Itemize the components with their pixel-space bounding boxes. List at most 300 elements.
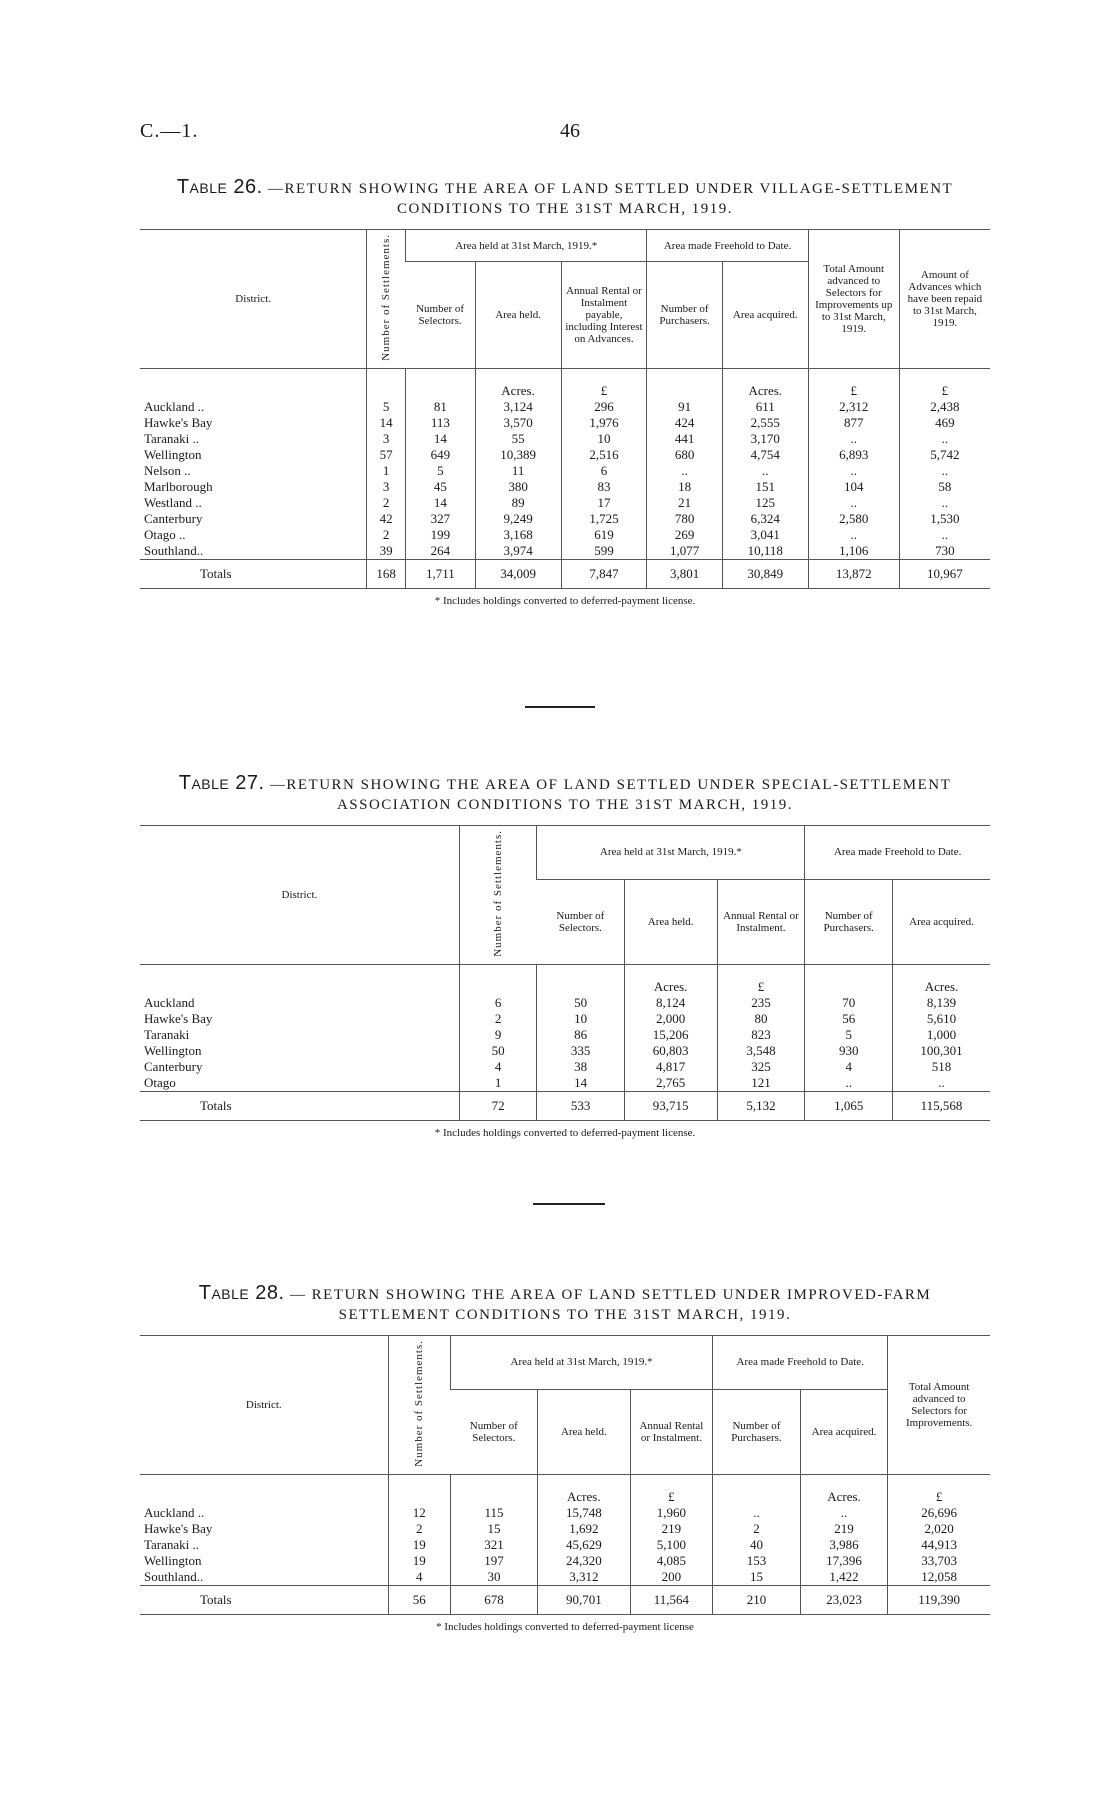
table-cell: 56 xyxy=(805,1011,893,1027)
table-cell: 18 xyxy=(647,479,722,495)
table-row xyxy=(140,1075,990,1092)
table-cell: 55 xyxy=(475,431,561,447)
table-cell: 10 xyxy=(561,431,647,447)
table-cell: .. xyxy=(899,527,990,543)
col-settlements: Number of Settlements. xyxy=(459,826,537,965)
table-cell: 33,703 xyxy=(888,1553,990,1569)
table-cell: Auckland .. xyxy=(144,398,205,414)
table-cell: 269 xyxy=(647,527,722,543)
table-cell: 19 xyxy=(388,1553,450,1569)
table-cell: 90,701 xyxy=(538,1585,631,1614)
units-row xyxy=(140,1474,990,1505)
table-cell: 15,748 xyxy=(538,1505,631,1521)
table-cell: 45,629 xyxy=(538,1537,631,1553)
table-cell: Canterbury xyxy=(144,510,203,526)
table-cell: 730 xyxy=(899,543,990,560)
col-purchasers: Number of Purchasers. xyxy=(805,879,893,964)
table-cell: 780 xyxy=(647,511,722,527)
table-cell: 17 xyxy=(561,495,647,511)
table-cell: 100,301 xyxy=(893,1043,990,1059)
table-cell: Canterbury xyxy=(144,1058,203,1074)
table-cell xyxy=(805,964,893,995)
table-cell: Acres. xyxy=(475,368,561,399)
col-group-area-held: Area held at 31st March, 1919.* xyxy=(537,826,805,880)
table-cell: Otago .. xyxy=(144,526,186,542)
table-cell: Totals xyxy=(140,559,367,588)
table-cell: 2,020 xyxy=(888,1521,990,1537)
table-27-block xyxy=(140,773,990,1139)
table-cell xyxy=(406,368,476,399)
col-district: District. xyxy=(140,1336,388,1475)
table-cell: 12,058 xyxy=(888,1569,990,1586)
table-cell: 115 xyxy=(450,1505,537,1521)
table-row xyxy=(140,479,990,495)
table-cell: 1,106 xyxy=(808,543,899,560)
table-cell: 4 xyxy=(388,1569,450,1586)
col-settlements: Number of Settlements. xyxy=(388,1336,450,1475)
col-acquired: Area acquired. xyxy=(800,1389,888,1474)
table-cell: £ xyxy=(630,1474,713,1505)
table-cell: 10 xyxy=(537,1011,624,1027)
table-row xyxy=(140,1505,990,1521)
table-row xyxy=(140,1521,990,1537)
table-cell: 14 xyxy=(406,431,476,447)
table-cell: 45 xyxy=(406,479,476,495)
col-rental: Annual Rental or Instalment payable, including Interest on Advances. xyxy=(561,262,647,368)
table-cell: 5,100 xyxy=(630,1537,713,1553)
table-cell: £ xyxy=(717,964,805,995)
table-cell: 599 xyxy=(561,543,647,560)
col-advanced: Total Amount advanced to Selectors for Improvements. xyxy=(888,1336,990,1475)
table-cell: .. xyxy=(808,527,899,543)
table-26 xyxy=(140,229,990,589)
table-cell: Auckland .. xyxy=(144,1504,205,1520)
table-cell: 38 xyxy=(537,1059,624,1075)
table-cell: 2,580 xyxy=(808,511,899,527)
table-cell: Otago xyxy=(144,1074,176,1090)
section-divider xyxy=(533,1203,605,1205)
table-cell: 5,742 xyxy=(899,447,990,463)
table-cell: 3,986 xyxy=(800,1537,888,1553)
table-cell: Hawke's Bay xyxy=(144,1520,213,1536)
table-cell: 19 xyxy=(388,1537,450,1553)
table-cell: 168 xyxy=(367,559,406,588)
table-cell: Hawke's Bay xyxy=(144,1010,213,1026)
table-cell: 2 xyxy=(459,1011,537,1027)
table-cell: Totals xyxy=(140,1585,388,1614)
table-row xyxy=(140,431,990,447)
table-cell: 40 xyxy=(713,1537,801,1553)
table-28-title xyxy=(140,1283,990,1325)
table-cell: 42 xyxy=(367,511,406,527)
table-row xyxy=(140,1043,990,1059)
table-cell: 4,754 xyxy=(722,447,808,463)
table-cell xyxy=(388,1474,450,1505)
table-cell: 1 xyxy=(459,1075,537,1092)
table-cell: 335 xyxy=(537,1043,624,1059)
table-cell: 10,118 xyxy=(722,543,808,560)
table-cell: 6 xyxy=(459,995,537,1011)
table-26-name: Table 26. xyxy=(176,176,263,198)
table-cell: .. xyxy=(893,1075,990,1092)
table-cell: 3,124 xyxy=(475,399,561,415)
table-cell: 1,422 xyxy=(800,1569,888,1586)
table-cell: Acres. xyxy=(893,964,990,995)
table-cell: Wellington xyxy=(144,1042,202,1058)
col-purchasers: Number of Purchasers. xyxy=(713,1389,801,1474)
table-row xyxy=(140,463,990,479)
table-cell: 14 xyxy=(406,495,476,511)
table-row xyxy=(140,543,990,560)
table-cell xyxy=(140,1474,388,1505)
table-cell: 327 xyxy=(406,511,476,527)
table-row xyxy=(140,995,990,1011)
table-cell: Acres. xyxy=(800,1474,888,1505)
table-cell: 1,077 xyxy=(647,543,722,560)
table-cell: 619 xyxy=(561,527,647,543)
table-cell: 533 xyxy=(537,1091,624,1120)
table-cell: 14 xyxy=(537,1075,624,1092)
table-cell: 83 xyxy=(561,479,647,495)
table-cell: Nelson .. xyxy=(144,462,191,478)
table-cell: 34,009 xyxy=(475,559,561,588)
page-header xyxy=(140,120,1010,150)
table-cell: 17,396 xyxy=(800,1553,888,1569)
table-cell: Wellington xyxy=(144,446,202,462)
table-cell: 321 xyxy=(450,1537,537,1553)
table-cell: .. xyxy=(808,463,899,479)
table-cell: 649 xyxy=(406,447,476,463)
table-cell: Totals xyxy=(140,1091,459,1120)
table-cell: 44,913 xyxy=(888,1537,990,1553)
table-cell: 2 xyxy=(388,1521,450,1537)
table-cell: 30 xyxy=(450,1569,537,1586)
col-group-freehold: Area made Freehold to Date. xyxy=(647,230,808,262)
col-group-area-held: Area held at 31st March, 1919.* xyxy=(450,1336,712,1390)
table-28-footnote: * Includes holdings converted to deferred-payment license xyxy=(436,1620,694,1633)
table-28 xyxy=(140,1335,990,1615)
table-cell: 611 xyxy=(722,399,808,415)
col-settlements: Number of Settlements. xyxy=(367,230,406,369)
table-cell: 39 xyxy=(367,543,406,560)
table-cell: 2,765 xyxy=(624,1075,717,1092)
table-cell: 469 xyxy=(899,415,990,431)
table-cell: 7,847 xyxy=(561,559,647,588)
table-cell: 50 xyxy=(537,995,624,1011)
table-cell: 3,041 xyxy=(722,527,808,543)
table-cell: 91 xyxy=(647,399,722,415)
totals-row xyxy=(140,1091,990,1120)
table-cell: £ xyxy=(888,1474,990,1505)
table-cell: 56 xyxy=(388,1585,450,1614)
table-cell: 23,023 xyxy=(800,1585,888,1614)
table-cell: 3,801 xyxy=(647,559,722,588)
col-area-held: Area held. xyxy=(624,879,717,964)
table-cell: 219 xyxy=(630,1521,713,1537)
table-cell: Wellington xyxy=(144,1552,202,1568)
table-cell xyxy=(713,1474,801,1505)
table-26-title-line2: CONDITIONS TO THE 31ST MARCH, 1919. xyxy=(397,201,733,217)
table-cell: 125 xyxy=(722,495,808,511)
table-cell: 8,124 xyxy=(624,995,717,1011)
table-cell: Acres. xyxy=(624,964,717,995)
table-cell: 441 xyxy=(647,431,722,447)
table-cell: 296 xyxy=(561,399,647,415)
table-cell: 80 xyxy=(717,1011,805,1027)
totals-row xyxy=(140,1585,990,1614)
table-cell: 200 xyxy=(630,1569,713,1586)
col-advanced: Total Amount advanced to Selectors for Improvements up to 31st March, 1919. xyxy=(808,230,899,369)
document-reference: C.—1. xyxy=(140,120,199,142)
table-cell: Acres. xyxy=(722,368,808,399)
table-cell: 5 xyxy=(367,399,406,415)
col-repaid: Amount of Advances which have been repaid to 31st March, 1919. xyxy=(899,230,990,369)
table-cell: £ xyxy=(808,368,899,399)
col-selectors: Number of Selectors. xyxy=(450,1389,537,1474)
table-28-title-line2: SETTLEMENT CONDITIONS TO THE 31ST MARCH, 1919. xyxy=(338,1307,792,1323)
table-cell: .. xyxy=(808,495,899,511)
table-cell xyxy=(450,1474,537,1505)
table-cell: 1 xyxy=(367,463,406,479)
table-cell: 81 xyxy=(406,399,476,415)
table-cell: 26,696 xyxy=(888,1505,990,1521)
table-cell xyxy=(140,368,367,399)
col-acquired: Area acquired. xyxy=(722,262,808,368)
table-cell: 15 xyxy=(450,1521,537,1537)
table-row xyxy=(140,447,990,463)
table-cell: 24,320 xyxy=(538,1553,631,1569)
table-cell: 5 xyxy=(406,463,476,479)
table-cell: .. xyxy=(899,495,990,511)
table-28-name: Table 28. xyxy=(198,1282,285,1304)
col-rental: Annual Rental or Instalment. xyxy=(717,879,805,964)
table-cell: 1,711 xyxy=(406,559,476,588)
table-cell: 680 xyxy=(647,447,722,463)
table-cell: 13,872 xyxy=(808,559,899,588)
table-cell: 1,000 xyxy=(893,1027,990,1043)
table-cell: 50 xyxy=(459,1043,537,1059)
table-cell: 1,960 xyxy=(630,1505,713,1521)
table-cell: 6,893 xyxy=(808,447,899,463)
table-cell: 15,206 xyxy=(624,1027,717,1043)
table-cell: 104 xyxy=(808,479,899,495)
units-row xyxy=(140,964,990,995)
col-area-held: Area held. xyxy=(475,262,561,368)
table-cell: 4,085 xyxy=(630,1553,713,1569)
table-cell: 6 xyxy=(561,463,647,479)
table-cell: Acres. xyxy=(538,1474,631,1505)
table-cell: 72 xyxy=(459,1091,537,1120)
table-cell: Westland .. xyxy=(144,494,202,510)
table-cell: 2 xyxy=(367,527,406,543)
table-cell: Marlborough xyxy=(144,478,213,494)
table-cell: 3 xyxy=(367,431,406,447)
table-cell: 1,976 xyxy=(561,415,647,431)
table-cell: £ xyxy=(899,368,990,399)
table-cell xyxy=(647,368,722,399)
table-cell: 60,803 xyxy=(624,1043,717,1059)
table-cell xyxy=(537,964,624,995)
table-cell: 199 xyxy=(406,527,476,543)
table-cell: Taranaki xyxy=(144,1026,190,1042)
table-cell: 58 xyxy=(899,479,990,495)
table-cell: 424 xyxy=(647,415,722,431)
table-cell: 4,817 xyxy=(624,1059,717,1075)
table-cell: 8,139 xyxy=(893,995,990,1011)
table-cell: 3,974 xyxy=(475,543,561,560)
table-cell xyxy=(367,368,406,399)
table-27-name: Table 27. xyxy=(178,772,265,794)
table-cell: 70 xyxy=(805,995,893,1011)
table-cell: 1,692 xyxy=(538,1521,631,1537)
table-cell: Hawke's Bay xyxy=(144,414,213,430)
table-cell: 2,555 xyxy=(722,415,808,431)
table-cell: 3,168 xyxy=(475,527,561,543)
table-cell: 1,065 xyxy=(805,1091,893,1120)
col-acquired: Area acquired. xyxy=(893,879,990,964)
table-cell: 57 xyxy=(367,447,406,463)
table-cell: .. xyxy=(899,463,990,479)
table-cell: 325 xyxy=(717,1059,805,1075)
table-row xyxy=(140,1569,990,1586)
table-cell: 21 xyxy=(647,495,722,511)
table-cell: .. xyxy=(899,431,990,447)
table-27-title xyxy=(140,773,990,815)
table-row xyxy=(140,1059,990,1075)
table-cell: 235 xyxy=(717,995,805,1011)
table-cell: 219 xyxy=(800,1521,888,1537)
table-cell: Taranaki .. xyxy=(144,1536,200,1552)
table-row xyxy=(140,1553,990,1569)
table-cell: Auckland xyxy=(144,994,195,1010)
table-row xyxy=(140,495,990,511)
table-cell: 10,967 xyxy=(899,559,990,588)
table-cell: 11 xyxy=(475,463,561,479)
table-cell: .. xyxy=(800,1505,888,1521)
col-group-freehold: Area made Freehold to Date. xyxy=(713,1336,888,1390)
table-cell: 153 xyxy=(713,1553,801,1569)
col-group-freehold: Area made Freehold to Date. xyxy=(805,826,990,880)
col-selectors: Number of Selectors. xyxy=(406,262,476,368)
table-row xyxy=(140,399,990,415)
table-cell: 4 xyxy=(459,1059,537,1075)
table-cell: 518 xyxy=(893,1059,990,1075)
table-cell: 2,516 xyxy=(561,447,647,463)
table-cell: 9 xyxy=(459,1027,537,1043)
table-cell xyxy=(140,964,459,995)
table-cell: 14 xyxy=(367,415,406,431)
table-cell: 6,324 xyxy=(722,511,808,527)
table-cell: 3,548 xyxy=(717,1043,805,1059)
totals-row xyxy=(140,559,990,588)
table-cell: 5 xyxy=(805,1027,893,1043)
col-selectors: Number of Selectors. xyxy=(537,879,624,964)
table-cell: Taranaki .. xyxy=(144,430,200,446)
table-cell: 930 xyxy=(805,1043,893,1059)
table-cell: .. xyxy=(647,463,722,479)
table-26-title xyxy=(140,177,990,219)
col-group-area-held: Area held at 31st March, 1919.* xyxy=(406,230,647,262)
table-cell: £ xyxy=(561,368,647,399)
table-cell: 113 xyxy=(406,415,476,431)
table-row xyxy=(140,527,990,543)
table-row xyxy=(140,1537,990,1553)
table-cell: 121 xyxy=(717,1075,805,1092)
table-cell: 89 xyxy=(475,495,561,511)
table-cell: 210 xyxy=(713,1585,801,1614)
table-cell: 823 xyxy=(717,1027,805,1043)
table-cell: 2,438 xyxy=(899,399,990,415)
table-26-block xyxy=(140,177,990,607)
table-cell: 3,570 xyxy=(475,415,561,431)
table-row xyxy=(140,1027,990,1043)
table-cell: 151 xyxy=(722,479,808,495)
col-district: District. xyxy=(140,826,459,965)
table-cell: 15 xyxy=(713,1569,801,1586)
table-cell: 2,000 xyxy=(624,1011,717,1027)
col-rental: Annual Rental or Instalment. xyxy=(630,1389,713,1474)
table-cell: Southland.. xyxy=(144,1568,204,1584)
col-district: District. xyxy=(140,230,367,369)
table-cell: 4 xyxy=(805,1059,893,1075)
table-row xyxy=(140,511,990,527)
table-cell: 5,610 xyxy=(893,1011,990,1027)
section-divider xyxy=(525,706,595,708)
table-cell: .. xyxy=(722,463,808,479)
table-cell: 380 xyxy=(475,479,561,495)
table-cell: 3 xyxy=(367,479,406,495)
table-cell: 30,849 xyxy=(722,559,808,588)
table-28-block xyxy=(140,1283,990,1633)
page-number: 46 xyxy=(560,120,580,142)
table-cell: 678 xyxy=(450,1585,537,1614)
table-cell: 5,132 xyxy=(717,1091,805,1120)
col-purchasers: Number of Purchasers. xyxy=(647,262,722,368)
table-cell: Southland.. xyxy=(144,542,204,558)
table-cell: 1,530 xyxy=(899,511,990,527)
table-cell: 2 xyxy=(713,1521,801,1537)
table-row xyxy=(140,1011,990,1027)
table-cell: .. xyxy=(713,1505,801,1521)
table-cell: 1,725 xyxy=(561,511,647,527)
table-cell: 115,568 xyxy=(893,1091,990,1120)
table-cell: 3,170 xyxy=(722,431,808,447)
table-cell: 119,390 xyxy=(888,1585,990,1614)
table-cell: 3,312 xyxy=(538,1569,631,1586)
table-cell: .. xyxy=(808,431,899,447)
table-row xyxy=(140,415,990,431)
table-cell: 9,249 xyxy=(475,511,561,527)
table-cell: 264 xyxy=(406,543,476,560)
table-28-title-line1: — RETURN SHOWING THE AREA OF LAND SETTLED UNDER IMPROVED-FARM xyxy=(289,1287,932,1303)
table-cell: 93,715 xyxy=(624,1091,717,1120)
table-cell: .. xyxy=(805,1075,893,1092)
table-cell: 2,312 xyxy=(808,399,899,415)
table-cell: 877 xyxy=(808,415,899,431)
table-26-footnote: * Includes holdings converted to deferred-payment license. xyxy=(434,594,696,607)
units-row xyxy=(140,368,990,399)
table-cell: 10,389 xyxy=(475,447,561,463)
table-27-title-line1: —RETURN SHOWING THE AREA OF LAND SETTLED UNDER SPECIAL-SETTLEMENT xyxy=(269,777,952,793)
col-area-held: Area held. xyxy=(538,1389,631,1474)
table-27 xyxy=(140,825,990,1121)
table-27-footnote: * Includes holdings converted to deferred-payment license. xyxy=(434,1126,696,1139)
table-cell: 11,564 xyxy=(630,1585,713,1614)
table-27-title-line2: ASSOCIATION CONDITIONS TO THE 31ST MARCH, 1919. xyxy=(336,797,794,813)
table-cell xyxy=(459,964,537,995)
table-cell: 12 xyxy=(388,1505,450,1521)
table-cell: 2 xyxy=(367,495,406,511)
